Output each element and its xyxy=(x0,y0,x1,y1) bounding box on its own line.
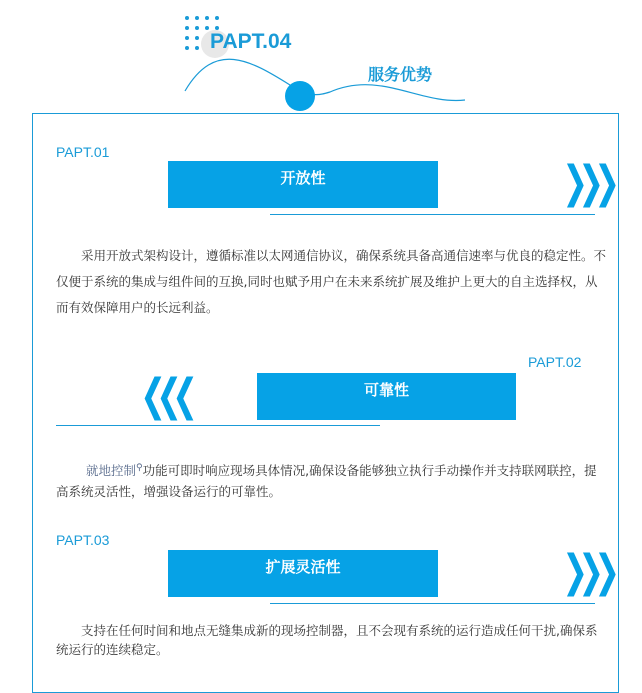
chevrons-right-icon: ❯❯❯ xyxy=(562,157,611,208)
chevrons-right-icon: ❯❯❯ xyxy=(562,546,611,597)
chevrons-left-icon: ❮❮❮ xyxy=(140,370,189,421)
section-title-bar: 可靠性 xyxy=(257,373,516,420)
section-text xyxy=(56,458,606,502)
divider xyxy=(270,603,595,604)
section-title-bar: 开放性 xyxy=(168,161,438,208)
section-number: PAPT.01 xyxy=(56,144,110,160)
section-number: PAPT.02 xyxy=(528,354,582,370)
section-title-bar: 扩展灵活性 xyxy=(168,550,438,597)
header-decoration xyxy=(0,0,642,120)
section-number: PAPT.03 xyxy=(56,532,110,548)
section-text-body: 功能可即时响应现场具体情况,确保设备能够独立执行手动操作并支持联网联控，提高系统灵活性，增强设备运行的可靠性。 xyxy=(56,463,597,500)
header-title: PAPT.04 xyxy=(210,30,292,53)
search-icon[interactable]: ⚲ xyxy=(136,463,143,473)
blue-circle xyxy=(285,81,315,111)
section-text: 支持在任何时间和地点无缝集成新的现场控制器，且不会现有系统的运行造成任何干扰,确保系统运行的连续稳定。 xyxy=(56,623,598,657)
divider xyxy=(56,425,380,426)
header-subtitle: 服务优势 xyxy=(368,65,433,84)
section-text: 采用开放式架构设计，遵循标准以太网通信协议，确保系统具备高通信速率与优良的稳定性。不仅便于系统的集成与组件间的互换,同时也赋予用户在未来系统扩展及维护上更大的自主选择权，从而有效保障用户的长远利益。 xyxy=(56,248,607,315)
local-control-link[interactable]: 就地控制 xyxy=(86,463,137,479)
divider xyxy=(270,214,595,215)
